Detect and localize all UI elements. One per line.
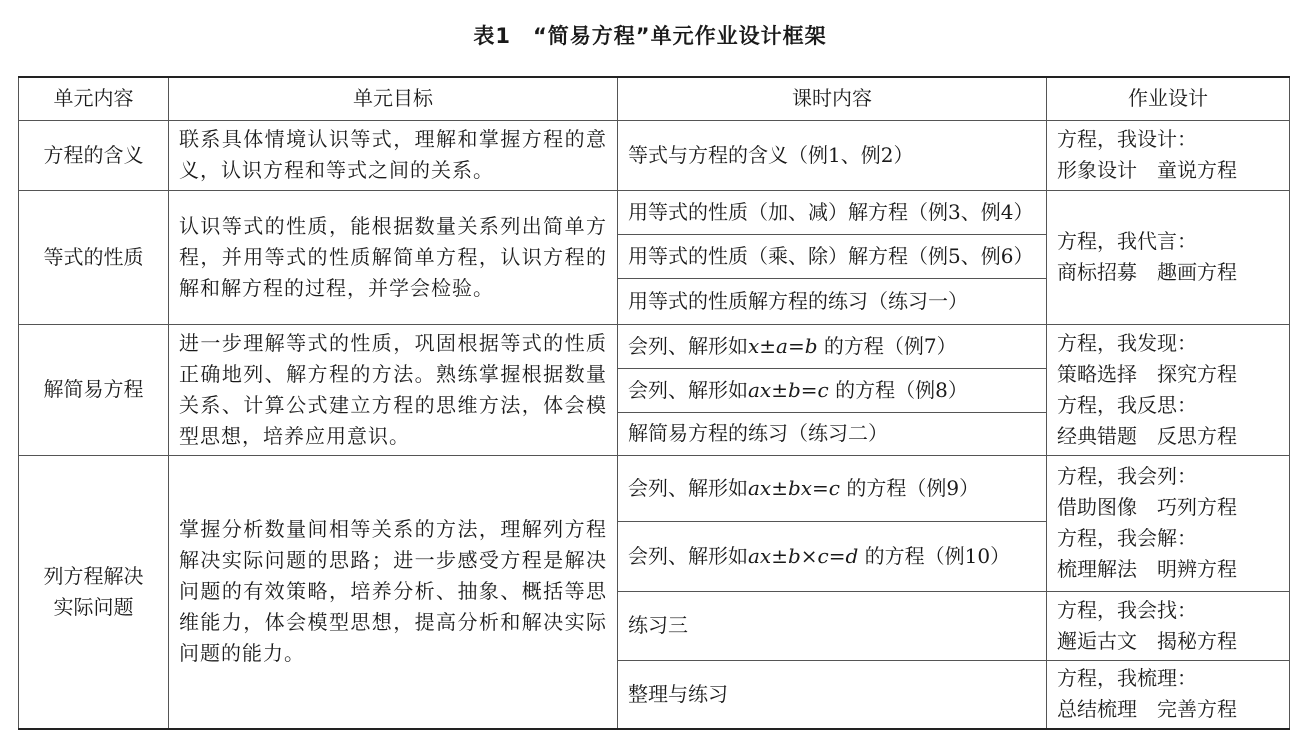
unit-name: 方程的含义 [19,120,169,190]
lesson-formula: ax±bx=c [748,475,841,500]
lesson-prefix: 会列、解形如 [628,377,748,402]
lesson-content: 整理与练习 [618,660,1047,729]
lesson-content [618,368,1047,412]
table-caption: “简易方程”单元作业设计框架 [533,24,827,48]
homework-design: 方程，我会找： 邂逅古文 揭秘方程 [1047,591,1290,660]
lesson-formula: ax±b×c=d [748,543,859,568]
lesson-content: 解简易方程的练习（练习二） [618,412,1047,455]
table-row [19,120,1290,190]
table-title [0,20,1300,50]
unit-homework-table [18,76,1290,730]
homework-design: 方程，我代言： 商标招募 趣画方程 [1047,190,1290,324]
homework-design: 方程，我会列： 借助图像 巧列方程 方程，我会解： 梳理解法 明辨方程 [1047,455,1290,591]
lesson-suffix: 的方程（例8） [835,377,968,402]
lesson-prefix: 会列、解形如 [628,333,748,358]
unit-name: 列方程解决 实际问题 [19,455,169,729]
header-homework-design: 作业设计 [1047,77,1290,120]
header-unit-content: 单元内容 [19,77,169,120]
lesson-content [618,521,1047,591]
table-row [19,455,1290,521]
lesson-content: 用等式的性质（加、减）解方程（例3、例4） [618,190,1047,234]
homework-design: 方程，我设计： 形象设计 童说方程 [1047,120,1290,190]
lesson-prefix: 会列、解形如 [628,475,748,500]
lesson-content [618,455,1047,521]
unit-name: 解简易方程 [19,324,169,455]
header-row [19,77,1290,120]
header-lesson-content: 课时内容 [618,77,1047,120]
lesson-formula: x±a=b [748,333,818,358]
table-row [19,324,1290,368]
unit-goal: 进一步理解等式的性质，巩固根据等式的性质正确地列、解方程的方法。熟练掌握根据数量关系、计算公式建立方程的思维方法，体会模型思想，培养应用意识。 [169,324,618,455]
lesson-content: 等式与方程的含义（例1、例2） [618,120,1047,190]
lesson-content [618,324,1047,368]
lesson-suffix: 的方程（例7） [823,333,957,358]
unit-goal: 掌握分析数量间相等关系的方法，理解列方程解决实际问题的思路；进一步感受方程是解决问题的有效策略，培养分析、抽象、概括等思维能力，体会模型思想，提高分析和解决实际问题的能力。 [169,455,618,729]
unit-goal: 认识等式的性质，能根据数量关系列出简单方程，并用等式的性质解简单方程，认识方程的解和解方程的过程，并学会检验。 [169,190,618,324]
lesson-formula: ax±b=c [748,377,829,402]
table-number: 表1 [473,24,511,48]
lesson-content: 练习三 [618,591,1047,660]
lesson-suffix: 的方程（例10） [864,543,1011,568]
table-row [19,190,1290,234]
lesson-prefix: 会列、解形如 [628,543,748,568]
unit-goal: 联系具体情境认识等式，理解和掌握方程的意义，认识方程和等式之间的关系。 [169,120,618,190]
lesson-content: 用等式的性质（乘、除）解方程（例5、例6） [618,234,1047,278]
header-unit-goal: 单元目标 [169,77,618,120]
homework-design: 方程，我发现： 策略选择 探究方程 方程，我反思： 经典错题 反思方程 [1047,324,1290,455]
lesson-content: 用等式的性质解方程的练习（练习一） [618,278,1047,324]
lesson-suffix: 的方程（例9） [846,475,980,500]
unit-name: 等式的性质 [19,190,169,324]
homework-design: 方程，我梳理： 总结梳理 完善方程 [1047,660,1290,729]
